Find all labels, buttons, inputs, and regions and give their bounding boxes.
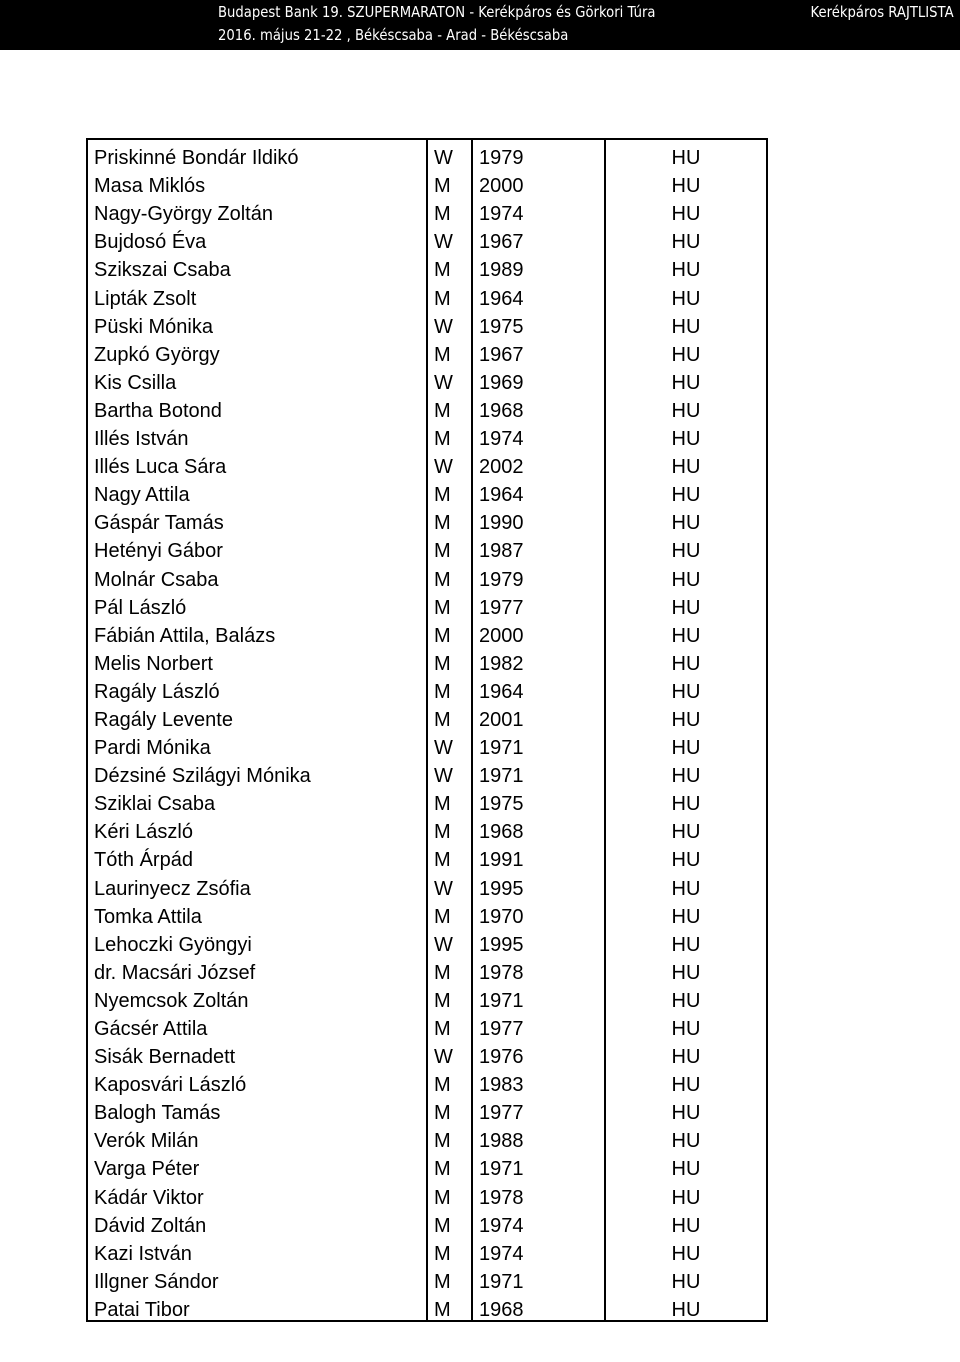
birth-year-cell: 1967 (472, 224, 605, 252)
birth-year-cell: 1964 (472, 477, 605, 505)
gender-cell: M (427, 280, 472, 308)
rider-name-cell: Dézsiné Szilágyi Mónika (87, 758, 427, 786)
rider-name-cell: Sziklai Csaba (87, 786, 427, 814)
country-cell: HU (605, 337, 767, 365)
birth-year-cell: 2000 (472, 618, 605, 646)
gender-cell: M (427, 702, 472, 730)
birth-year-cell: 1971 (472, 758, 605, 786)
country-cell: HU (605, 1039, 767, 1067)
table-row (87, 1208, 767, 1236)
country-cell: HU (605, 618, 767, 646)
birth-year-cell: 1977 (472, 1011, 605, 1039)
rider-name-cell: Laurinyecz Zsófia (87, 870, 427, 898)
rider-name-cell: Bartha Botond (87, 393, 427, 421)
country-cell: HU (605, 365, 767, 393)
event-title: Budapest Bank 19. SZUPERMARATON - Kerékpáros és Görkori Túra (218, 3, 656, 21)
gender-cell: M (427, 1292, 472, 1321)
birth-year-cell: 1968 (472, 393, 605, 421)
rider-name-cell: Molnár Csaba (87, 561, 427, 589)
birth-year-cell: 1974 (472, 421, 605, 449)
country-cell: HU (605, 477, 767, 505)
rider-name-cell: Tóth Árpád (87, 842, 427, 870)
country-cell: HU (605, 983, 767, 1011)
gender-cell: W (427, 730, 472, 758)
rider-name-cell: Nyemcsok Zoltán (87, 983, 427, 1011)
country-cell: HU (605, 955, 767, 983)
birth-year-cell: 1967 (472, 337, 605, 365)
country-cell: HU (605, 393, 767, 421)
rider-name-cell: Nagy-György Zoltán (87, 196, 427, 224)
table-row (87, 1011, 767, 1039)
page-header (0, 0, 960, 50)
country-cell: HU (605, 927, 767, 955)
gender-cell: M (427, 786, 472, 814)
country-cell: HU (605, 309, 767, 337)
gender-cell: M (427, 1179, 472, 1207)
birth-year-cell: 1988 (472, 1123, 605, 1151)
gender-cell: M (427, 955, 472, 983)
table-row (87, 309, 767, 337)
gender-cell: W (427, 758, 472, 786)
country-cell: HU (605, 646, 767, 674)
rider-name-cell: Gáspár Tamás (87, 505, 427, 533)
birth-year-cell: 1991 (472, 842, 605, 870)
birth-year-cell: 1971 (472, 983, 605, 1011)
country-cell: HU (605, 870, 767, 898)
country-cell: HU (605, 1151, 767, 1179)
rider-name-cell: Gácsér Attila (87, 1011, 427, 1039)
table-row (87, 1179, 767, 1207)
rider-name-cell: Melis Norbert (87, 646, 427, 674)
table-row (87, 646, 767, 674)
gender-cell: M (427, 618, 472, 646)
rider-name-cell: Hetényi Gábor (87, 533, 427, 561)
table-row (87, 1095, 767, 1123)
rider-name-cell: Lehoczki Gyöngyi (87, 927, 427, 955)
gender-cell: M (427, 590, 472, 618)
table-row (87, 533, 767, 561)
gender-cell: W (427, 224, 472, 252)
list-title: Kerékpáros RAJTLISTA (810, 3, 954, 21)
birth-year-cell: 1971 (472, 1264, 605, 1292)
country-cell: HU (605, 1264, 767, 1292)
rider-name-cell: Kaposvári László (87, 1067, 427, 1095)
table-row (87, 477, 767, 505)
birth-year-cell: 1978 (472, 1179, 605, 1207)
gender-cell: M (427, 477, 472, 505)
table-row (87, 590, 767, 618)
birth-year-cell: 1974 (472, 1208, 605, 1236)
rider-name-cell: Dávid Zoltán (87, 1208, 427, 1236)
rider-name-cell: Bujdosó Éva (87, 224, 427, 252)
birth-year-cell: 1969 (472, 365, 605, 393)
rider-name-cell: Varga Péter (87, 1151, 427, 1179)
birth-year-cell: 1990 (472, 505, 605, 533)
birth-year-cell: 1987 (472, 533, 605, 561)
event-date-route: 2016. május 21-22 , Békéscsaba - Arad - Békéscsaba (218, 26, 569, 44)
country-cell: HU (605, 899, 767, 927)
table-row (87, 139, 767, 168)
birth-year-cell: 1971 (472, 730, 605, 758)
gender-cell: M (427, 674, 472, 702)
table-row (87, 983, 767, 1011)
table-row (87, 730, 767, 758)
gender-cell: M (427, 1151, 472, 1179)
rider-name-cell: Illgner Sándor (87, 1264, 427, 1292)
birth-year-cell: 1968 (472, 1292, 605, 1321)
country-cell: HU (605, 168, 767, 196)
birth-year-cell: 2002 (472, 449, 605, 477)
country-cell: HU (605, 674, 767, 702)
table-row (87, 1151, 767, 1179)
country-cell: HU (605, 196, 767, 224)
gender-cell: M (427, 1236, 472, 1264)
gender-cell: M (427, 899, 472, 927)
rider-name-cell: Lipták Zsolt (87, 280, 427, 308)
table-row (87, 421, 767, 449)
gender-cell: W (427, 309, 472, 337)
country-cell: HU (605, 1208, 767, 1236)
rider-name-cell: Kádár Viktor (87, 1179, 427, 1207)
gender-cell: M (427, 814, 472, 842)
country-cell: HU (605, 786, 767, 814)
country-cell: HU (605, 139, 767, 168)
rider-name-cell: Illés Luca Sára (87, 449, 427, 477)
birth-year-cell: 2000 (472, 168, 605, 196)
country-cell: HU (605, 1236, 767, 1264)
gender-cell: M (427, 168, 472, 196)
start-list-body (87, 139, 767, 1321)
birth-year-cell: 1982 (472, 646, 605, 674)
gender-cell: M (427, 1123, 472, 1151)
country-cell: HU (605, 1123, 767, 1151)
rider-name-cell: Patai Tibor (87, 1292, 427, 1321)
gender-cell: M (427, 533, 472, 561)
gender-cell: W (427, 927, 472, 955)
birth-year-cell: 1977 (472, 590, 605, 618)
table-row (87, 1292, 767, 1321)
gender-cell: W (427, 365, 472, 393)
table-row (87, 842, 767, 870)
table-row (87, 561, 767, 589)
country-cell: HU (605, 224, 767, 252)
birth-year-cell: 1971 (472, 1151, 605, 1179)
birth-year-cell: 1976 (472, 1039, 605, 1067)
table-row (87, 224, 767, 252)
table-row (87, 702, 767, 730)
rider-name-cell: Ragály László (87, 674, 427, 702)
country-cell: HU (605, 814, 767, 842)
rider-name-cell: Kéri László (87, 814, 427, 842)
table-row (87, 1123, 767, 1151)
rider-name-cell: dr. Macsári József (87, 955, 427, 983)
table-row (87, 674, 767, 702)
table-row (87, 505, 767, 533)
gender-cell: M (427, 646, 472, 674)
table-row (87, 899, 767, 927)
rider-name-cell: Illés István (87, 421, 427, 449)
birth-year-cell: 1968 (472, 814, 605, 842)
rider-name-cell: Priskinné Bondár Ildikó (87, 139, 427, 168)
gender-cell: M (427, 842, 472, 870)
rider-name-cell: Nagy Attila (87, 477, 427, 505)
table-row (87, 196, 767, 224)
rider-name-cell: Verók Milán (87, 1123, 427, 1151)
rider-name-cell: Kazi István (87, 1236, 427, 1264)
birth-year-cell: 1974 (472, 1236, 605, 1264)
country-cell: HU (605, 1095, 767, 1123)
gender-cell: M (427, 1208, 472, 1236)
birth-year-cell: 1964 (472, 674, 605, 702)
country-cell: HU (605, 449, 767, 477)
rider-name-cell: Szikszai Csaba (87, 252, 427, 280)
birth-year-cell: 1964 (472, 280, 605, 308)
gender-cell: M (427, 983, 472, 1011)
rider-name-cell: Ragály Levente (87, 702, 427, 730)
country-cell: HU (605, 590, 767, 618)
birth-year-cell: 1977 (472, 1095, 605, 1123)
gender-cell: W (427, 1039, 472, 1067)
table-row (87, 927, 767, 955)
rider-name-cell: Sisák Bernadett (87, 1039, 427, 1067)
country-cell: HU (605, 758, 767, 786)
table-row (87, 618, 767, 646)
country-cell: HU (605, 1179, 767, 1207)
country-cell: HU (605, 280, 767, 308)
table-row (87, 1264, 767, 1292)
gender-cell: M (427, 561, 472, 589)
gender-cell: W (427, 870, 472, 898)
birth-year-cell: 1995 (472, 870, 605, 898)
country-cell: HU (605, 1011, 767, 1039)
gender-cell: W (427, 139, 472, 168)
country-cell: HU (605, 842, 767, 870)
gender-cell: M (427, 196, 472, 224)
table-row (87, 252, 767, 280)
country-cell: HU (605, 252, 767, 280)
table-row (87, 168, 767, 196)
rider-name-cell: Pardi Mónika (87, 730, 427, 758)
country-cell: HU (605, 1067, 767, 1095)
gender-cell: M (427, 1095, 472, 1123)
rider-name-cell: Püski Mónika (87, 309, 427, 337)
table-row (87, 786, 767, 814)
birth-year-cell: 1989 (472, 252, 605, 280)
table-row (87, 870, 767, 898)
birth-year-cell: 1979 (472, 561, 605, 589)
table-row (87, 1039, 767, 1067)
table-row (87, 365, 767, 393)
country-cell: HU (605, 1292, 767, 1321)
rider-name-cell: Balogh Tamás (87, 1095, 427, 1123)
gender-cell: M (427, 337, 472, 365)
table-row (87, 758, 767, 786)
birth-year-cell: 1975 (472, 309, 605, 337)
birth-year-cell: 1979 (472, 139, 605, 168)
birth-year-cell: 1970 (472, 899, 605, 927)
gender-cell: M (427, 252, 472, 280)
country-cell: HU (605, 533, 767, 561)
country-cell: HU (605, 561, 767, 589)
rider-name-cell: Tomka Attila (87, 899, 427, 927)
gender-cell: M (427, 1264, 472, 1292)
rider-name-cell: Masa Miklós (87, 168, 427, 196)
start-list-table (86, 138, 768, 1322)
gender-cell: M (427, 505, 472, 533)
birth-year-cell: 2001 (472, 702, 605, 730)
table-row (87, 1236, 767, 1264)
birth-year-cell: 1974 (472, 196, 605, 224)
table-row (87, 337, 767, 365)
country-cell: HU (605, 421, 767, 449)
birth-year-cell: 1983 (472, 1067, 605, 1095)
gender-cell: M (427, 421, 472, 449)
country-cell: HU (605, 505, 767, 533)
gender-cell: M (427, 393, 472, 421)
rider-name-cell: Zupkó György (87, 337, 427, 365)
table-row (87, 280, 767, 308)
table-row (87, 1067, 767, 1095)
rider-name-cell: Pál László (87, 590, 427, 618)
table-row (87, 393, 767, 421)
country-cell: HU (605, 730, 767, 758)
table-row (87, 955, 767, 983)
table-row (87, 449, 767, 477)
gender-cell: M (427, 1011, 472, 1039)
table-row (87, 814, 767, 842)
gender-cell: W (427, 449, 472, 477)
gender-cell: M (427, 1067, 472, 1095)
rider-name-cell: Kis Csilla (87, 365, 427, 393)
birth-year-cell: 1978 (472, 955, 605, 983)
country-cell: HU (605, 702, 767, 730)
birth-year-cell: 1975 (472, 786, 605, 814)
rider-name-cell: Fábián Attila, Balázs (87, 618, 427, 646)
birth-year-cell: 1995 (472, 927, 605, 955)
